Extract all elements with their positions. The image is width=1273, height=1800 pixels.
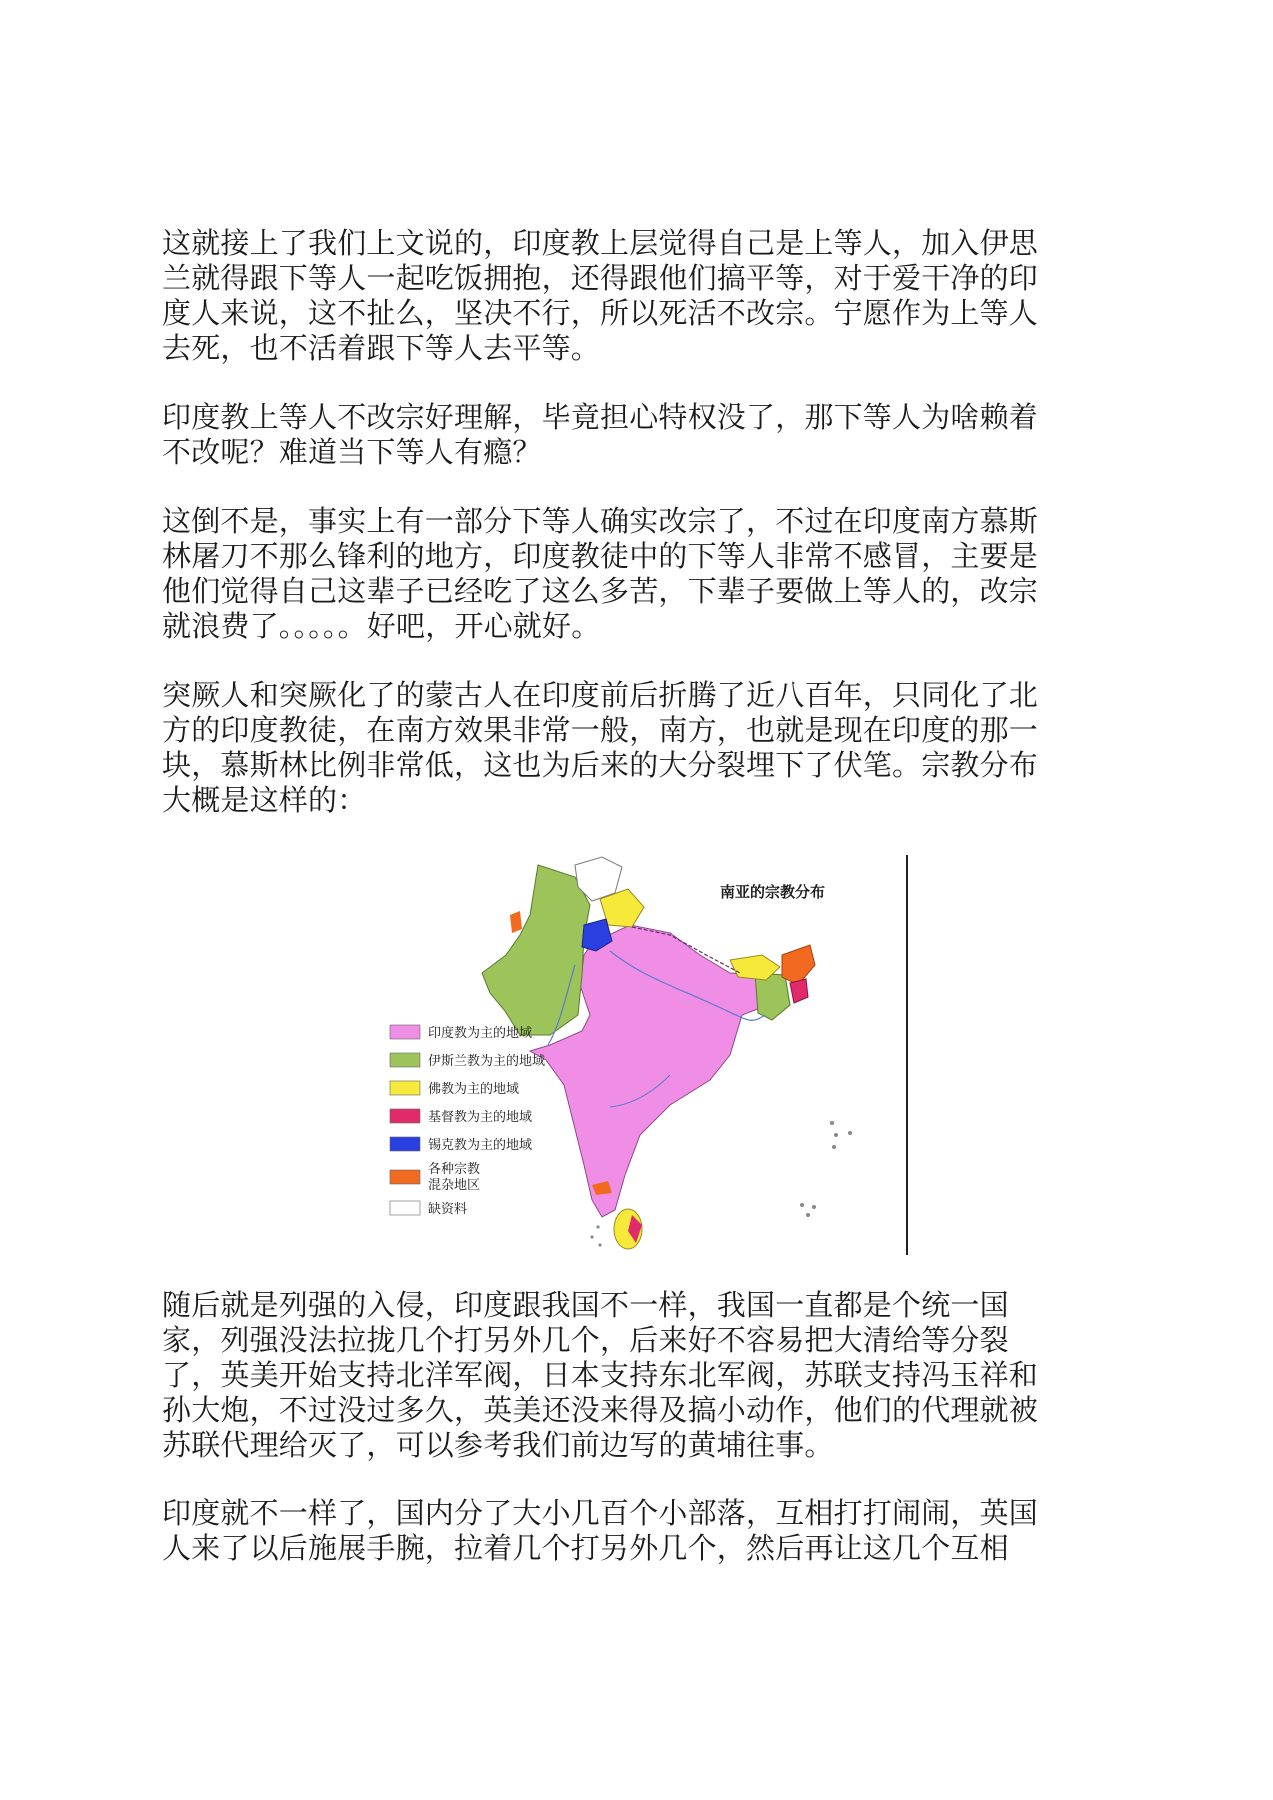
island-dot: [832, 1145, 836, 1149]
island-dot: [590, 1235, 593, 1238]
text-line: 这就接上了我们上文说的，印度教上层觉得自己是上等人，加入伊思: [162, 226, 1039, 260]
legend-item: [390, 1053, 545, 1069]
text-line: 去死，也不活着跟下等人去平等。: [162, 331, 601, 365]
south-asia-religion-map: [370, 855, 910, 1255]
island-dot: [596, 1225, 599, 1228]
religion-map-figure: [370, 855, 910, 1255]
text-line: 方的印度教徒，在南方效果非常一般，南方，也就是现在印度的那一: [162, 713, 1039, 747]
text-line: 这倒不是，事实上有一部分下等人确实改宗了，不过在印度南方慕斯: [162, 504, 1039, 538]
legend-label: 锡克教为主的地域: [428, 1138, 533, 1153]
text-line: 不改呢？难道当下等人有瘾？: [162, 435, 542, 469]
legend-label: 佛教为主的地域: [428, 1082, 520, 1097]
island-dot: [834, 1133, 838, 1137]
paragraph-5: [162, 1288, 1102, 1463]
christian-region: [790, 979, 808, 1003]
text-line: 印度就不一样了，国内分了大小几百个小部落，互相打打闹闹，英国: [162, 1496, 1039, 1530]
legend-swatch: [390, 1170, 420, 1184]
islam-region-east: [755, 973, 790, 1020]
text-line: 苏联代理给灭了，可以参考我们前边写的黄埔往事。: [162, 1428, 834, 1462]
map-legend: [390, 1025, 545, 1217]
island-dot: [598, 1243, 601, 1246]
text-line: 大概是这样的：: [162, 783, 367, 817]
legend-swatch: [390, 1137, 420, 1151]
paragraph-2: [162, 400, 1102, 470]
legend-label: 各种宗教: [428, 1162, 481, 1177]
mixed-region-northeast: [782, 945, 815, 985]
legend-item: [390, 1109, 532, 1125]
legend-swatch: [390, 1025, 420, 1039]
island-dot: [830, 1121, 834, 1125]
legend-swatch: [390, 1081, 420, 1095]
paragraph-3: [162, 504, 1102, 644]
legend-item: [390, 1025, 532, 1041]
island-dot: [848, 1131, 852, 1135]
legend-swatch: [390, 1109, 420, 1123]
text-line: 林屠刀不那么锋利的地方，印度教徒中的下等人非常不感冒，主要是: [162, 539, 1039, 573]
legend-item: [390, 1081, 519, 1097]
legend-label: 基督教为主的地域: [428, 1110, 533, 1125]
legend-item: [390, 1161, 480, 1193]
legend-label: 印度教为主的地域: [428, 1026, 533, 1041]
text-line: 兰就得跟下等人一起吃饭拥抱，还得跟他们搞平等，对于爱干净的印: [162, 261, 1039, 295]
text-line: 孙大炮，不过没过多久，英美还没来得及搞小动作，他们的代理就被: [162, 1393, 1039, 1427]
text-line: 家，列强没法拉拢几个打另外几个，后来好不容易把大清给等分裂: [162, 1323, 1009, 1357]
text-line: 就浪费了。。。。。好吧，开心就好。: [162, 609, 601, 643]
legend-item: [390, 1201, 467, 1217]
island-dot: [800, 1203, 804, 1207]
island-dot: [812, 1205, 816, 1209]
legend-swatch: [390, 1201, 420, 1215]
legend-item: [390, 1137, 532, 1153]
mixed-region-west: [510, 911, 522, 933]
text-line: 突厥人和突厥化了的蒙古人在印度前后折腾了近八百年，只同化了北: [162, 678, 1039, 712]
paragraph-4: [162, 678, 1102, 818]
legend-label: 缺资料: [428, 1202, 468, 1217]
text-line: 度人来说，这不扯么，坚决不行，所以死活不改宗。宁愿作为上等人: [162, 296, 1039, 330]
text-line: 随后就是列强的入侵，印度跟我国不一样，我国一直都是个统一国: [162, 1288, 1009, 1322]
text-line: 印度教上等人不改宗好理解，毕竟担心特权没了，那下等人为啥赖着: [162, 400, 1039, 434]
island-dot: [806, 1213, 810, 1217]
paragraph-1: [162, 226, 1102, 366]
paragraph-6: [162, 1496, 1102, 1566]
map-title: 南亚的宗教分布: [720, 883, 826, 901]
legend-label-second-line: 混杂地区: [428, 1178, 481, 1193]
legend-label: 伊斯兰教为主的地域: [428, 1054, 546, 1069]
text-line: 了，英美开始支持北洋军阀，日本支持东北军阀，苏联支持冯玉祥和: [162, 1358, 1039, 1392]
text-line: 块，慕斯林比例非常低，这也为后来的大分裂埋下了伏笔。宗教分布: [162, 748, 1039, 782]
text-line: 人来了以后施展手腕，拉着几个打另外几个，然后再让这几个互相: [162, 1531, 1009, 1565]
text-line: 他们觉得自己这辈子已经吃了这么多苦，下辈子要做上等人的，改宗: [162, 574, 1039, 608]
islam-region-west: [482, 865, 590, 1035]
legend-swatch: [390, 1053, 420, 1067]
